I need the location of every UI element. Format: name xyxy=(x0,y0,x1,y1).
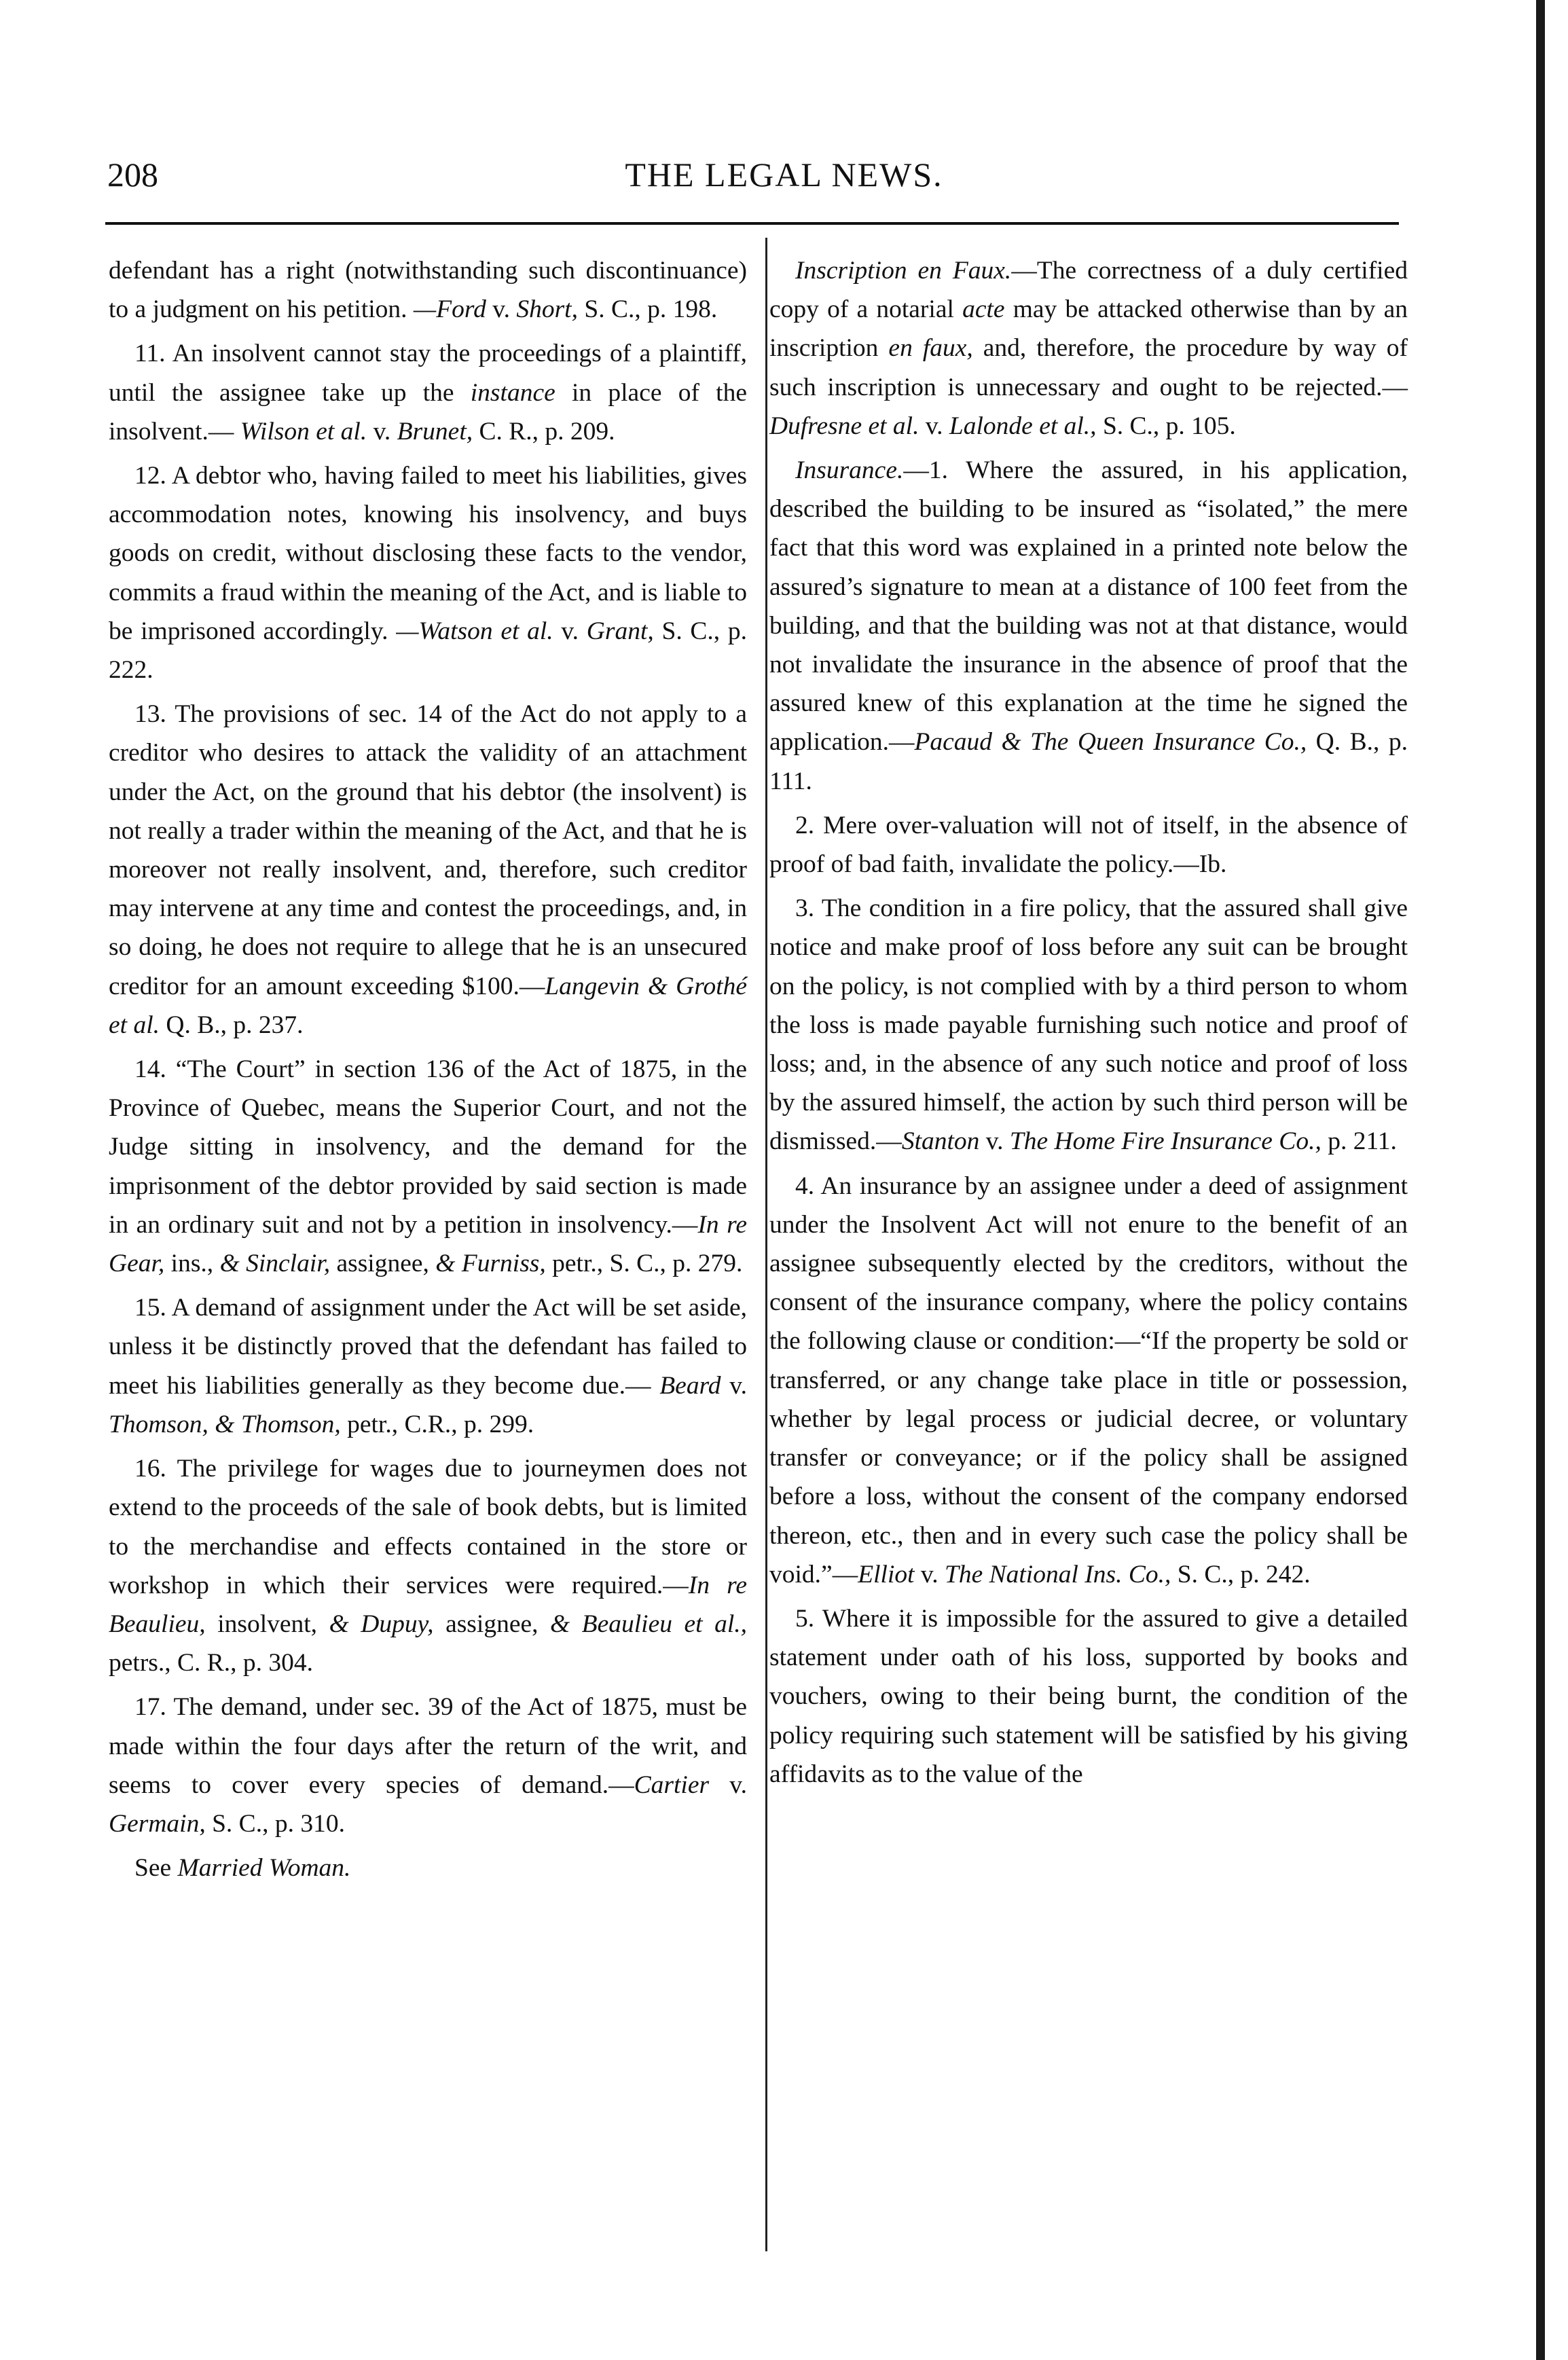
italic-text-run: Short, xyxy=(516,295,578,324)
header-rule xyxy=(105,222,1399,225)
text-run: p. 211. xyxy=(1321,1127,1397,1156)
text-run: 2. Mere over-valuation will not of itself, in the absence of proof of bad faith, invalidate the policy.—Ib. xyxy=(769,811,1408,879)
italic-text-run: instance xyxy=(470,378,555,407)
text-run: 12. A debtor who, having failed to meet his liabilities, gives accommodation notes, knowing his insolvency, and buys goods on credit, without disclosing these facts to the vendor, commits a fraud within the meaning of the Act, and is liable to be imprisoned accordingly. xyxy=(109,462,747,645)
insurance-paragraph-1 xyxy=(769,451,1408,801)
left-paragraph-17 xyxy=(109,1688,747,1843)
italic-text-run: & Furniss, xyxy=(435,1250,546,1278)
left-paragraph-16 xyxy=(109,1449,747,1682)
left-column xyxy=(109,251,747,1893)
left-paragraph-14 xyxy=(109,1050,747,1283)
insurance-paragraph-4 xyxy=(769,1167,1408,1594)
text-run: petr., C.R., p. 299. xyxy=(340,1410,534,1438)
italic-text-run: & Sinclair, xyxy=(219,1250,331,1278)
left-paragraph-12 xyxy=(109,456,747,689)
italic-text-run: —Watson et al. xyxy=(396,617,553,645)
text-run: and, therefore, the procedure by way of such inscription is unnecessary and ought to be rejected.— xyxy=(769,334,1408,401)
text-run: v. xyxy=(721,1371,747,1400)
page-number: 208 xyxy=(107,156,158,194)
text-run: assignee, xyxy=(433,1610,550,1638)
running-title: THE LEGAL NEWS. xyxy=(625,156,943,194)
italic-text-run: Pacaud & The Queen Insurance Co., xyxy=(914,728,1307,757)
italic-text-run: Germain, xyxy=(109,1809,206,1838)
italic-text-run: Langevin & Grothé et al. xyxy=(109,972,748,1039)
text-run: 11. An insolvent cannot stay the proceedings of a plaintiff, until the assignee take up the xyxy=(109,340,747,407)
italic-text-run: Grant, xyxy=(586,617,654,645)
text-run: v. xyxy=(486,295,517,324)
left-paragraph-0 xyxy=(109,251,747,329)
text-run: See xyxy=(134,1854,178,1883)
italic-text-run: Wilson et al. xyxy=(240,417,367,446)
text-run: S. C., p. 242. xyxy=(1171,1560,1311,1589)
italic-text-run: —Ford xyxy=(413,295,486,324)
text-run: S. C., p. 222. xyxy=(109,617,748,685)
page-edge-shadow xyxy=(1536,0,1545,2360)
italic-text-run: Married Woman. xyxy=(177,1854,351,1883)
text-run: v. xyxy=(979,1127,1010,1156)
text-run: —The correctness of a duly certified copy of a notarial xyxy=(769,257,1408,324)
text-run: Q. B., p. 111. xyxy=(769,728,1408,795)
right-column xyxy=(769,251,1408,1799)
text-run: assignee, xyxy=(330,1250,436,1278)
text-run: 16. The privilege for wages due to journeymen does not extend to the proceeds of the sale of book debts, but is limited to the merchandise and effects contained in the store or workshop in which their services were required.— xyxy=(109,1455,747,1599)
text-run: 3. The condition in a fire policy, that the assured shall give notice and make proof of loss before any suit can be brought on the policy, is not complied with by a third person to whom the loss is made payable furnishing such notice and proof of loss; and, in the absence of any such notice and proof of loss by the assured himself, the action by such third person will be dismissed.— xyxy=(769,894,1408,1156)
text-run: 13. The provisions of sec. 14 of the Act do not apply to a creditor who desires to attack the validity of an attachment under the Act, on the ground that his debtor (the insolvent) is not really a trader within the meaning of the Act, and that he is moreover not really insolvent, and, therefore, such creditor may intervene at any time and contest the proceedings, and, in so doing, he does not require to allege that he is an unsecured creditor for an amount exceeding $100.— xyxy=(109,700,747,1000)
text-run: ins., xyxy=(164,1250,220,1278)
column-divider xyxy=(765,238,767,2251)
text-run: petrs., C. R., p. 304. xyxy=(109,1649,314,1677)
see-also-reference xyxy=(109,1849,747,1887)
insurance-paragraph-5 xyxy=(769,1599,1408,1794)
italic-text-run: In re Gear, xyxy=(109,1210,748,1278)
italic-text-run: Insurance. xyxy=(795,456,904,485)
italic-text-run: Stanton xyxy=(901,1127,980,1156)
italic-text-run: Thomson, & Thomson, xyxy=(109,1410,341,1438)
italic-text-run: Inscription en Faux. xyxy=(795,257,1012,285)
insurance-paragraph-2 xyxy=(769,806,1408,884)
italic-text-run: The National Ins. Co., xyxy=(945,1560,1171,1589)
italic-text-run: The Home Fire Insurance Co., xyxy=(1009,1127,1321,1156)
text-run: petr., S. C., p. 279. xyxy=(545,1250,743,1278)
text-run: 4. An insurance by an assignee under a deed of assignment under the Insolvent Act will not enure to the benefit of an assignee subsequently elected by the creditors, without the consent of the insurance company, where the policy contains the following clause or condition:—“If the property be sold or transferred, or any change take place in title or possession, whether by legal process or judicial decree, or voluntary transfer or conveyance; or if the policy shall be assigned before a loss, without the consent of the company endorsed thereon, etc., then and in every such case the policy shall be void.”— xyxy=(769,1172,1408,1589)
italic-text-run: Beard xyxy=(659,1371,721,1400)
inscription-en-faux-paragraph xyxy=(769,251,1408,446)
text-run: v. xyxy=(709,1771,747,1799)
italic-text-run: In re Beaulieu, xyxy=(109,1571,747,1638)
text-run: may be attacked otherwise than by an inscription xyxy=(769,295,1408,363)
text-run: C. R., p. 209. xyxy=(473,417,615,446)
text-run: insolvent, xyxy=(205,1610,329,1638)
italic-text-run: Cartier xyxy=(634,1771,710,1799)
left-paragraph-13 xyxy=(109,695,747,1045)
text-run: v. xyxy=(914,1560,945,1589)
text-run: defendant has a right (notwithstanding such discontinuance) to a judgment on his petition. xyxy=(109,257,747,324)
left-paragraph-15 xyxy=(109,1288,747,1444)
text-run: 14. “The Court” in section 136 of the Act of 1875, in the Province of Quebec, means the Superior Court, and not the Judge sitting in insolvency, and the demand for the imprisonment of the debtor provided by said section is made in an ordinary suit and not by a petition in insolvency.— xyxy=(109,1055,747,1239)
italic-text-run: & Dupuy, xyxy=(329,1610,434,1638)
text-run: S. C., p. 310. xyxy=(205,1809,345,1838)
text-run: in place of the insolvent.— xyxy=(109,378,747,446)
italic-text-run: Lalonde et al., xyxy=(949,412,1097,440)
italic-text-run: Brunet, xyxy=(397,417,473,446)
text-run: v. xyxy=(367,417,397,446)
text-run: 17. The demand, under sec. 39 of the Act of 1875, must be made within the four days after the return of the writ, and seems to cover every species of demand.— xyxy=(109,1693,747,1799)
italic-text-run: acte xyxy=(962,295,1005,324)
text-run: 15. A demand of assignment under the Act will be set aside, unless it be distinctly proved that the defendant has failed to meet his liabilities generally as they become due.— xyxy=(109,1294,747,1400)
text-run: v. xyxy=(553,617,587,645)
insurance-paragraph-3 xyxy=(769,889,1408,1161)
italic-text-run: & Beaulieu et al., xyxy=(550,1610,747,1638)
italic-text-run: Elliot xyxy=(858,1560,915,1589)
left-paragraph-11 xyxy=(109,334,747,451)
text-run: S. C., p. 198. xyxy=(577,295,718,324)
text-run: S. C., p. 105. xyxy=(1096,412,1236,440)
text-run: v. xyxy=(919,412,949,440)
text-run: 5. Where it is impossible for the assured to give a detailed statement under oath of his loss, supported by books and vouchers, owing to their being burnt, the condition of the policy requiring such statement will be satisfied by his giving affidavits as to the value of the xyxy=(769,1604,1408,1788)
text-run: Q. B., p. 237. xyxy=(159,1011,304,1039)
italic-text-run: Dufresne et al. xyxy=(769,412,919,440)
italic-text-run: en faux, xyxy=(888,334,973,363)
text-run: —1. Where the assured, in his application, described the building to be insured as “isolated,” the mere fact that this word was explained in a printed note below the assured’s signature to mean at a distance of 100 feet from the building, and that the building was not at that distance, would not invalidate the insurance in the absence of proof that the assured knew of this explanation at the time he signed the application.— xyxy=(769,456,1408,757)
